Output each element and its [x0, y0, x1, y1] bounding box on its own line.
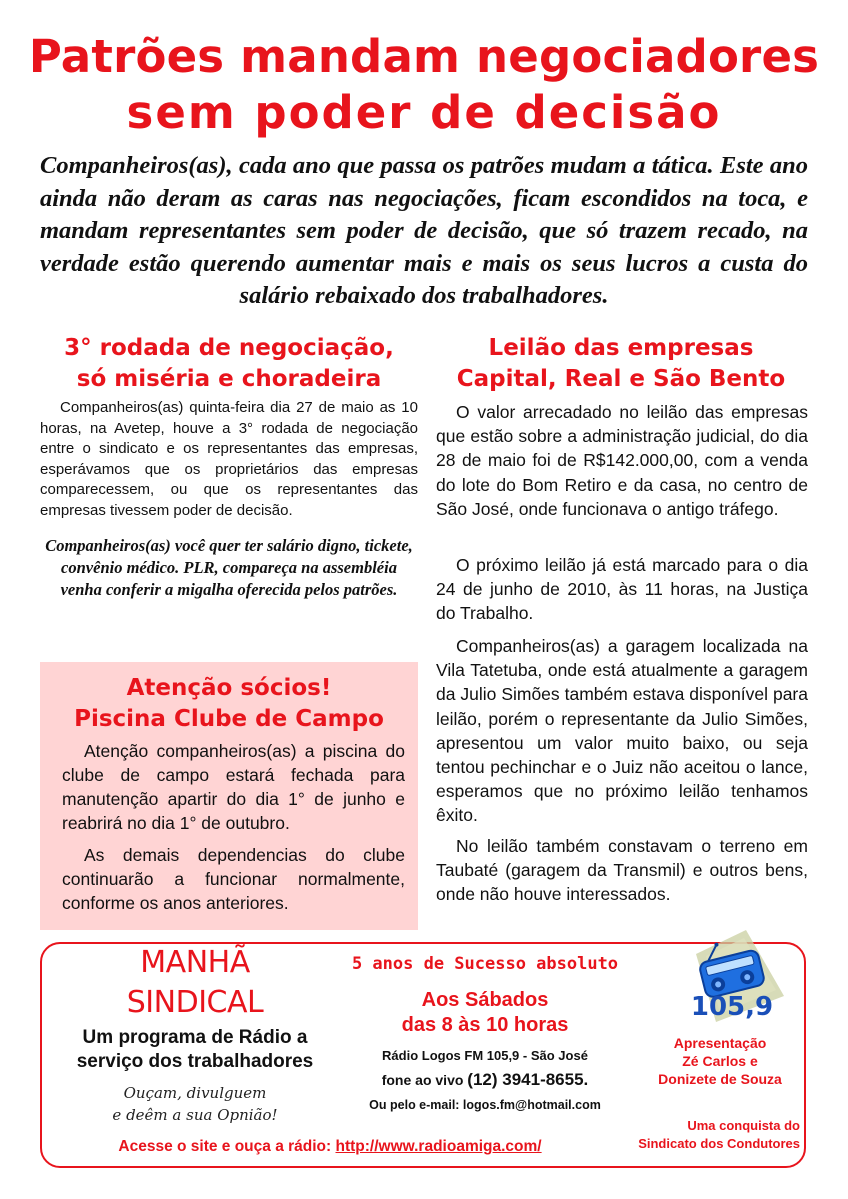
radio-station-name: Rádio Logos FM 105,9 - São José: [382, 1048, 588, 1063]
pool-title-line-1: Atenção sócios!: [126, 675, 332, 701]
pool-notice-paragraph-2: As demais dependencias do clube continuarão a funcionar normalmente, conforme os anos anteriores.: [62, 845, 405, 913]
auction-paragraph-3: Companheiros(as) a garagem localizada na Vila Tatetuba, onde está atualmente a garagem da Julio Simões também estava disponível para leilão, porém o representante da Julio Simões, apresentou um valor muito baixo, ou seja tentou pechinchar e o Juiz não aceitou o lance, esperamos que no próximo leilão tenhamos êxito.: [436, 636, 808, 826]
phone-number: (12) 3941-8655.: [467, 1070, 589, 1089]
presenters-label: Apresentação: [673, 1035, 767, 1051]
email-line: Ou pelo e-mail: logos.fm@hotmail.com: [369, 1098, 601, 1112]
auction-paragraph-4: No leilão também constavam o terreno em Taubaté (garagem da Transmil) e outros bens, onde não houve interessados.: [436, 836, 808, 905]
conquest-line-1: Uma conquista do: [687, 1118, 800, 1133]
left-section-body: Companheiros(as) quinta-feira dia 27 de maio as 10 horas, na Avetep, houve a 3° rodada de negociação entre o sindicato e os representantes das empresas, esperávamos que os proprietários das empresas comparecessem, ou que os representantes das empresas tivessem poder de decisão.: [40, 399, 418, 519]
pool-notice-title: [40, 673, 418, 735]
presenter-2: Donizete de Souza: [658, 1071, 782, 1087]
success-tagline: 5 anos de Sucesso absoluto: [351, 954, 619, 974]
headline-line-1: Patrões mandam negociadores: [28, 30, 820, 83]
program-line-2: serviço dos trabalhadores: [76, 1051, 314, 1072]
auction-paragraph-1: O valor arrecadado no leilão das empresas que estão sobre a administração judicial, do dia 28 de maio foi de R$142.000,00, com a venda do lote do Bom Retiro e da casa, no centro de São José, onde funcionava o antigo tráfego.: [436, 402, 808, 519]
schedule-time: das 8 às 10 horas: [401, 1014, 569, 1036]
schedule: [330, 988, 640, 1038]
listener-call: [60, 1082, 330, 1126]
union-credit: [596, 1117, 800, 1153]
pool-notice-paragraph-1: Atenção companheiros(as) a piscina do clube de campo estará fechada para manutenção apartir do dia 1° de junho e reabrirá no dia 1° de outubro.: [62, 741, 405, 833]
program-description: [50, 1026, 340, 1074]
phone-label: fone ao vivo: [381, 1072, 464, 1088]
right-title-line-1: Leilão das empresas: [488, 335, 754, 361]
intro-paragraph: Companheiros(as), cada ano que passa os patrões mudam a tática. Este ano ainda não deram as caras nas negociações, ficam escondidos na toca, e mandam representantes sem poder de decisão, que só trazem recado, na verdade estão querendo aumentar mais e mais os seus lucros a custa do salário rebaixado dos trabalhadores.: [40, 152, 808, 309]
program-name-sindical: SINDICAL: [126, 985, 264, 1020]
auction-paragraph-2: O próximo leilão já está marcado para o dia 24 de junho de 2010, às 11 horas, na Justiça do Trabalho.: [436, 555, 808, 624]
website-label: Acesse o site e ouça a rádio:: [118, 1138, 332, 1155]
left-title-line-2: só miséria e choradeira: [76, 366, 382, 392]
program-name-manha: MANHÃ: [140, 945, 250, 980]
presenters: [640, 1034, 800, 1088]
conquest-line-2: Sindicato dos Condutores: [638, 1136, 800, 1151]
oucam-line-1: Ouçam, divulguem: [123, 1084, 267, 1102]
right-title-line-2: Capital, Real e São Bento: [456, 366, 786, 392]
pool-title-line-2: Piscina Clube de Campo: [74, 706, 384, 732]
left-section-title: [40, 333, 418, 395]
website-line: [60, 1138, 600, 1156]
left-title-line-1: 3° rodada de negociação,: [64, 335, 394, 361]
left-callout: Companheiros(as) você quer ter salário digno, tickete, convênio médico. PLR, compareça na assembléia venha conferir a migalha oferecida pelos patrões.: [45, 536, 413, 599]
headline-line-2: sem poder de decisão: [126, 86, 722, 139]
presenter-1: Zé Carlos e: [682, 1053, 758, 1069]
website-link[interactable]: http://www.radioamiga.com/: [335, 1138, 542, 1155]
schedule-day: Aos Sábados: [421, 989, 549, 1011]
phone-line: [340, 1070, 630, 1090]
program-line-1: Um programa de Rádio a: [82, 1027, 308, 1048]
oucam-line-2: e deêm a sua Opnião!: [112, 1106, 278, 1124]
frequency-label: 105,9: [690, 992, 774, 1022]
right-section-title: [432, 333, 810, 395]
